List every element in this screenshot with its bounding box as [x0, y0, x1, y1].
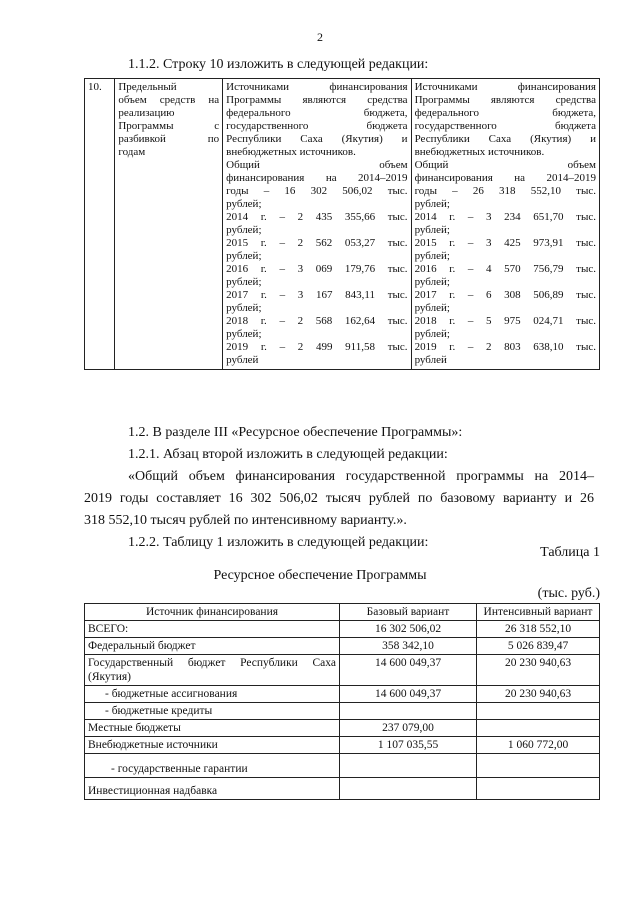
old-line: Общий объем [226, 159, 408, 171]
new-line: 2017 г. – 6 308 506,89 тыс. [414, 289, 596, 301]
old-line: 2014 г. – 2 435 355,66 тыс. [226, 211, 408, 223]
old-line: рублей; [226, 224, 262, 236]
new-line: Республики Саха (Якутия) и [414, 133, 596, 145]
new-line: рублей; [414, 198, 450, 210]
row-source: Внебюджетные источники [85, 737, 340, 754]
new-line: финансирования на 2014–2019 [414, 172, 596, 184]
old-line: государственного бюджета [226, 120, 408, 132]
row-source: Государственный бюджет Республики Саха (Якутия) [85, 655, 340, 686]
old-line: федерального бюджета, [226, 107, 408, 119]
paragraph-1-2-1: 1.2.1. Абзац второй изложить в следующей редакции: [128, 447, 448, 462]
new-line: 2019 г. – 2 803 638,10 тыс. [414, 341, 596, 353]
table-row [85, 686, 600, 703]
section-1-1-2: 1.1.2. Строку 10 изложить в следующей редакции: [128, 57, 429, 72]
old-line: внебюджетных источников. [226, 146, 356, 158]
old-line: годы – 16 302 506,02 тыс. [226, 185, 408, 197]
old-line: рублей; [226, 250, 262, 262]
row-intensive [477, 703, 600, 720]
table-header-row [85, 604, 600, 621]
row-source: ВСЕГО: [85, 621, 340, 638]
old-line: рублей; [226, 302, 262, 314]
row-base [340, 778, 477, 800]
table-title: Ресурсное обеспечение Программы [213, 568, 427, 583]
table-row [85, 621, 600, 638]
row-base: 14 600 049,37 [340, 655, 477, 686]
row-base: 14 600 049,37 [340, 686, 477, 703]
row-name-cell [115, 79, 223, 370]
row-source: Местные бюджеты [85, 720, 340, 737]
old-line: 2017 г. – 3 167 843,11 тыс. [226, 289, 408, 301]
table-row [85, 737, 600, 754]
table-row [85, 638, 600, 655]
header-intensive: Интенсивный вариант [477, 604, 600, 621]
page-number: 2 [317, 30, 323, 44]
old-line: 2015 г. – 2 562 053,27 тыс. [226, 237, 408, 249]
new-line: Программы являются средства [414, 94, 596, 106]
row-intensive: 5 026 839,47 [477, 638, 600, 655]
new-financing-cell [411, 79, 599, 370]
paragraph-1-2-2: 1.2.2. Таблицу 1 изложить в следующей редакции: [128, 535, 429, 550]
name-line: Предельный [118, 81, 177, 93]
new-line: рублей; [414, 328, 450, 340]
old-financing-cell [223, 79, 411, 370]
old-line: Программы являются средства [226, 94, 408, 106]
row-base: 237 079,00 [340, 720, 477, 737]
name-line: реализацию [118, 107, 175, 119]
row-base: 16 302 506,02 [340, 621, 477, 638]
table-row [85, 778, 600, 800]
header-base: Базовый вариант [340, 604, 477, 621]
row-intensive: 20 230 940,63 [477, 655, 600, 686]
row-intensive [477, 778, 600, 800]
row-source: Инвестиционная надбавка [85, 778, 340, 800]
table-row [85, 655, 600, 686]
new-line: рублей [414, 354, 447, 366]
row-source: - государственные гарантии [85, 754, 340, 778]
old-line: Источниками финансирования [226, 81, 408, 93]
table-row [85, 754, 600, 778]
row-intensive [477, 720, 600, 737]
name-line: объем средств на [118, 94, 220, 106]
new-line: 2014 г. – 3 234 651,70 тыс. [414, 211, 596, 223]
row-intensive: 20 230 940,63 [477, 686, 600, 703]
row-intensive [477, 754, 600, 778]
row-number: 10. [85, 79, 115, 370]
row-intensive: 26 318 552,10 [477, 621, 600, 638]
paragraph-1-2: 1.2. В разделе III «Ресурсное обеспечение Программы»: [128, 425, 463, 440]
resource-table [84, 603, 600, 800]
new-line: 2015 г. – 3 425 973,91 тыс. [414, 237, 596, 249]
new-line: федерального бюджета, [414, 107, 596, 119]
row-base: 1 107 035,55 [340, 737, 477, 754]
quote-line-2: 2019 годы составляет 16 302 506,02 тысяч рублей по базовому варианту и 26 [84, 491, 594, 506]
new-line: рублей; [414, 302, 450, 314]
row-base [340, 754, 477, 778]
new-line: Общий объем [414, 159, 596, 171]
old-line: рублей; [226, 198, 262, 210]
table-units: (тыс. руб.) [537, 586, 600, 601]
new-line: государственного бюджета [414, 120, 596, 132]
new-line: 2018 г. – 5 975 024,71 тыс. [414, 315, 596, 327]
old-line: Республики Саха (Якутия) и [226, 133, 408, 145]
old-line: 2019 г. – 2 499 911,58 тыс. [226, 341, 408, 353]
name-line: годам [118, 146, 146, 158]
old-line: рублей; [226, 276, 262, 288]
name-line: разбивкой по [118, 133, 220, 145]
new-line: Источниками финансирования [414, 81, 596, 93]
row-base: 358 342,10 [340, 638, 477, 655]
new-line: рублей; [414, 276, 450, 288]
name-line: Программы с [118, 120, 220, 132]
old-line: 2018 г. – 2 568 162,64 тыс. [226, 315, 408, 327]
row-10-table [84, 78, 600, 370]
row-source: Федеральный бюджет [85, 638, 340, 655]
new-line: годы – 26 318 552,10 тыс. [414, 185, 596, 197]
row-source: - бюджетные кредиты [85, 703, 340, 720]
row-base [340, 703, 477, 720]
quote-line-1: «Общий объем финансирования государственной программы на 2014– [128, 469, 594, 484]
old-line: финансирования на 2014–2019 [226, 172, 408, 184]
row-source: - бюджетные ассигнования [85, 686, 340, 703]
old-line: рублей [226, 354, 259, 366]
quote-line-3: 318 552,10 тысяч рублей по интенсивному варианту.». [84, 513, 407, 528]
new-line: 2016 г. – 4 570 756,79 тыс. [414, 263, 596, 275]
old-line: рублей; [226, 328, 262, 340]
table-row [85, 703, 600, 720]
header-source: Источник финансирования [85, 604, 340, 621]
row-intensive: 1 060 772,00 [477, 737, 600, 754]
old-line: 2016 г. – 3 069 179,76 тыс. [226, 263, 408, 275]
new-line: рублей; [414, 224, 450, 236]
new-line: рублей; [414, 250, 450, 262]
new-line: внебюджетных источников. [414, 146, 545, 158]
table-row [85, 720, 600, 737]
table-label: Таблица 1 [540, 545, 600, 560]
